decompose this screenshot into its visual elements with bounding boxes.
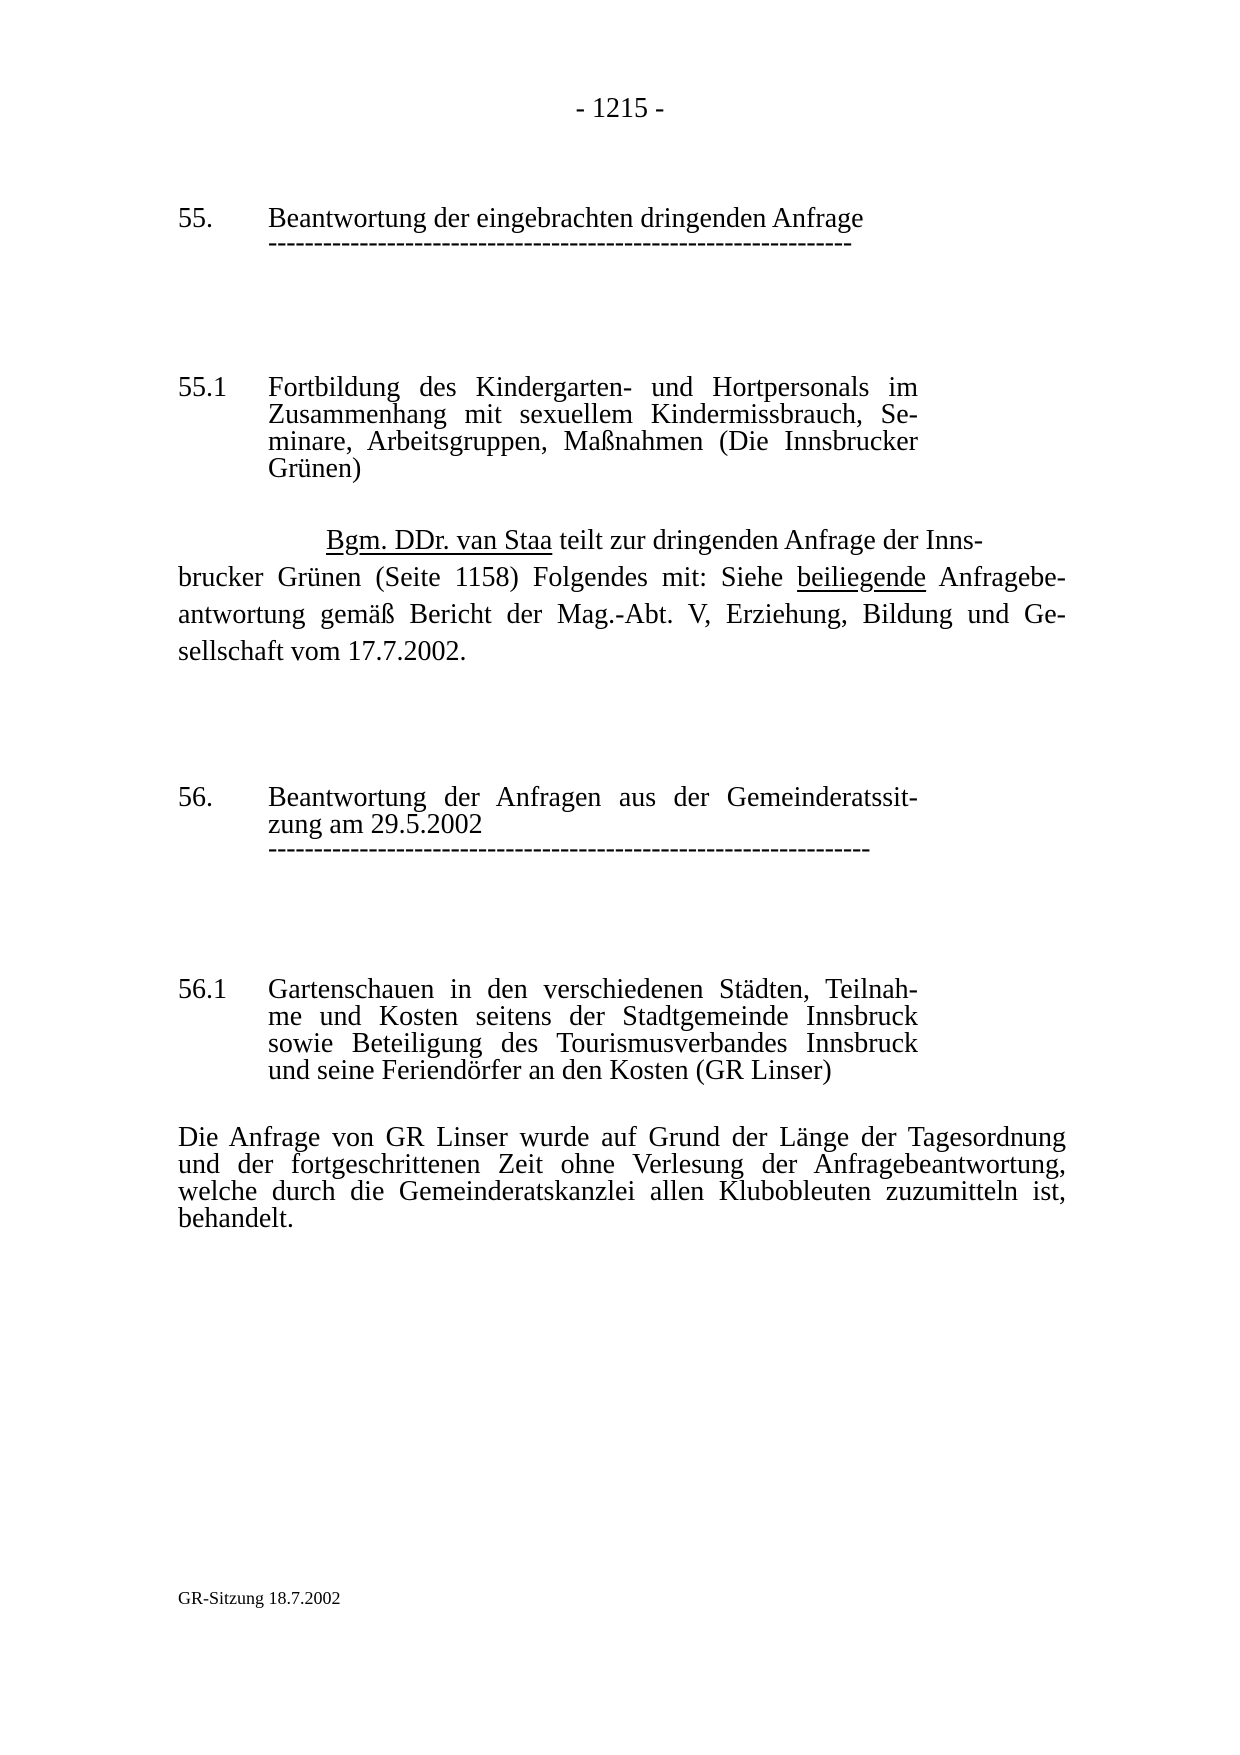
section-underline: ------------------------------------------------------------------ (268, 833, 871, 864)
paragraph-line: sellschaft vom 17.7.2002. (178, 636, 467, 667)
section-title-line: zung am 29.5.2002 (268, 809, 483, 840)
page-footer: GR-Sitzung 18.7.2002 (178, 1588, 341, 1608)
section-underline: ---------------------------------------------------------------- (268, 227, 852, 258)
section-title-line: me und Kosten seitens der Stadtgemeinde Innsbruck (268, 1001, 918, 1032)
paragraph-text: brucker Grünen (Seite 1158) Folgendes mit: Siehe (178, 562, 798, 593)
section-title (268, 784, 918, 838)
speaker-name: Bgm. DDr. van Staa (326, 525, 553, 556)
section-number: 55.1 (178, 372, 227, 403)
underlined-word: beiliegende (797, 562, 927, 593)
section-title (268, 374, 918, 482)
paragraph-text: teilt zur dringenden Anfrage der Inns- (552, 525, 984, 556)
section-title-line: sowie Beteiligung des Tourismusverbandes Innsbruck (268, 1028, 918, 1059)
section-number: 56. (178, 782, 213, 813)
section-title-line: und seine Feriendörfer an den Kosten (GR Linser) (268, 1055, 832, 1086)
paragraph-text: Anfragebe- (926, 562, 1066, 593)
paragraph-line: behandelt. (178, 1203, 294, 1234)
paragraph-line (178, 559, 1066, 596)
section-title-line: Grünen) (268, 453, 362, 484)
paragraph-line: welche durch die Gemeinderatskanzlei allen Klubobleuten zuzumitteln ist, (178, 1176, 1066, 1207)
section-title-line: Zusammenhang mit sexuellem Kindermissbrauch, Se- (268, 399, 918, 430)
section-number: 55. (178, 203, 213, 234)
section-number: 56.1 (178, 974, 227, 1005)
paragraph-56-1-answer (178, 1124, 1066, 1232)
paragraph-55-1-answer (178, 522, 1066, 670)
paragraph-line: und der fortgeschrittenen Zeit ohne Verlesung der Anfragebeantwortung, (178, 1149, 1066, 1180)
paragraph-line: Die Anfrage von GR Linser wurde auf Grund der Länge der Tagesordnung (178, 1122, 1066, 1153)
paragraph-line (178, 522, 1066, 559)
paragraph-line: antwortung gemäß Bericht der Mag.-Abt. V, Erziehung, Bildung und Ge- (178, 599, 1066, 630)
section-title-line: minare, Arbeitsgruppen, Maßnahmen (Die Innsbrucker (268, 426, 918, 457)
section-title (268, 976, 918, 1084)
section-title-line: Beantwortung der eingebrachten dringenden Anfrage (268, 203, 864, 234)
section-title-line: Fortbildung des Kindergarten- und Hortpersonals im (268, 372, 918, 403)
page-number: - 1215 - (575, 93, 665, 124)
section-title-line: Beantwortung der Anfragen aus der Gemeinderatssit- (268, 782, 918, 813)
section-title-line: Gartenschauen in den verschiedenen Städten, Teilnah- (268, 974, 918, 1005)
